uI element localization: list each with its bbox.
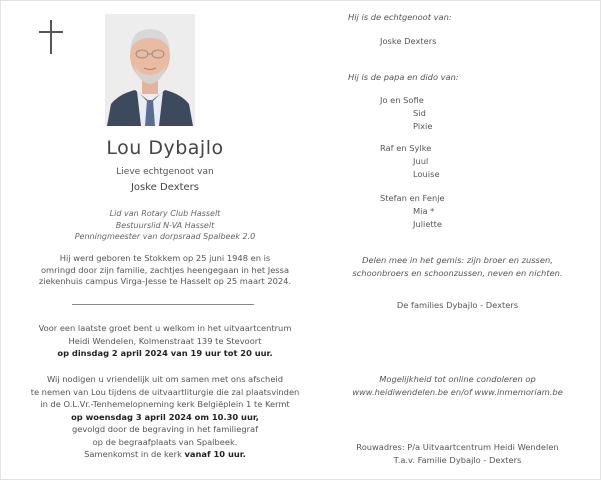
funeral-line: te nemen van Lou tijdens de uitvaartliturgie die zal plaatsvinden <box>30 386 300 397</box>
visitation-line: Heidi Wendelen, Kolmenstraat 139 te Stevoort <box>68 335 262 346</box>
gathering-prefix: Samenkomst in de kerk <box>84 449 182 459</box>
visitation-info <box>20 322 310 360</box>
bio-line: ziekenhuis campus Virga-Jesse te Hasselt op 25 maart 2024. <box>38 276 292 286</box>
family-parents: Raf en Sylke <box>380 143 432 153</box>
visitation-line: Voor een laatste groet bent u welkom in het uitvaartcentrum <box>38 323 292 333</box>
biography <box>20 253 310 288</box>
address-line: Rouwadres: P/a Uitvaartcentrum Heidi Wendelen <box>356 442 559 452</box>
family-parents: Stefan en Fenje <box>380 193 445 203</box>
divider-line <box>72 304 254 305</box>
funeral-date: op woensdag 3 april 2024 om 10.30 uur, <box>71 411 259 422</box>
spouse-name-right: Joske Dexters <box>380 36 437 46</box>
family-child: Juul <box>413 156 429 166</box>
right-panel <box>330 0 585 480</box>
role-item: Bestuurslid N-VA Hasselt <box>115 220 215 230</box>
family-child: Louise <box>413 169 440 179</box>
online-condolences <box>330 373 585 398</box>
spouse-intro: Lieve echtgenoot van <box>116 167 214 177</box>
spouse-heading: Hij is de echtgenoot van: <box>348 12 452 22</box>
families-signature: De families Dybajlo - Dexters <box>396 300 519 310</box>
share-line: Delen mee in het gemis: zijn broer en zussen, <box>362 255 553 265</box>
burial-line: gevolgd door de begraving in het familiegraf <box>71 424 259 434</box>
family-parents: Jo en Sofie <box>380 95 424 105</box>
left-panel <box>20 0 310 480</box>
family-child: Pixie <box>413 121 433 131</box>
bio-line: omringd door zijn familie, zachtjes heengegaan in het Jessa <box>40 264 290 275</box>
funeral-line: in de O.L.Vr.-Tenhemelopneming kerk Belgiëplein 1 te Kermt <box>40 399 290 409</box>
gathering-time: vanaf 10 uur. <box>184 449 246 459</box>
spouse-name: Joske Dexters <box>130 182 200 193</box>
address-line: T.a.v. Familie Dybajlo - Dexters <box>393 454 522 465</box>
role-item: Penningmeester van dorpsraad Spalbeek 2.0 <box>74 232 256 241</box>
family-heading: Hij is de papa en dido van: <box>348 72 459 82</box>
share-line: schoonbroers en schoonzussen, neven en nichten. <box>352 267 563 278</box>
roles-list <box>20 208 310 243</box>
funeral-info <box>20 373 310 461</box>
mourning-address <box>330 441 585 466</box>
condolence-line: Mogelijkheid tot online condoleren op <box>379 374 536 384</box>
family-child: Mia * <box>413 206 435 216</box>
funeral-line: Wij nodigen u vriendelijk uit om samen met ons afscheid <box>47 374 283 384</box>
role-item: Lid van Rotary Club Hasselt <box>109 209 221 218</box>
condolence-link[interactable]: www.heidiwendelen.be en/of www.inmemoriam.be <box>352 386 563 397</box>
visitation-date: op dinsdag 2 april 2024 van 19 uur tot 20 uur. <box>57 348 273 358</box>
burial-line: op de begraafplaats van Spalbeek. <box>92 436 238 447</box>
family-child: Sid <box>413 108 426 118</box>
deceased-name: Lou Dybajlo <box>106 137 224 159</box>
family-child: Juliette <box>413 219 443 229</box>
bio-line: Hij werd geboren te Stokkem op 25 juni 1948 en is <box>59 253 271 263</box>
share-grief <box>330 254 585 279</box>
